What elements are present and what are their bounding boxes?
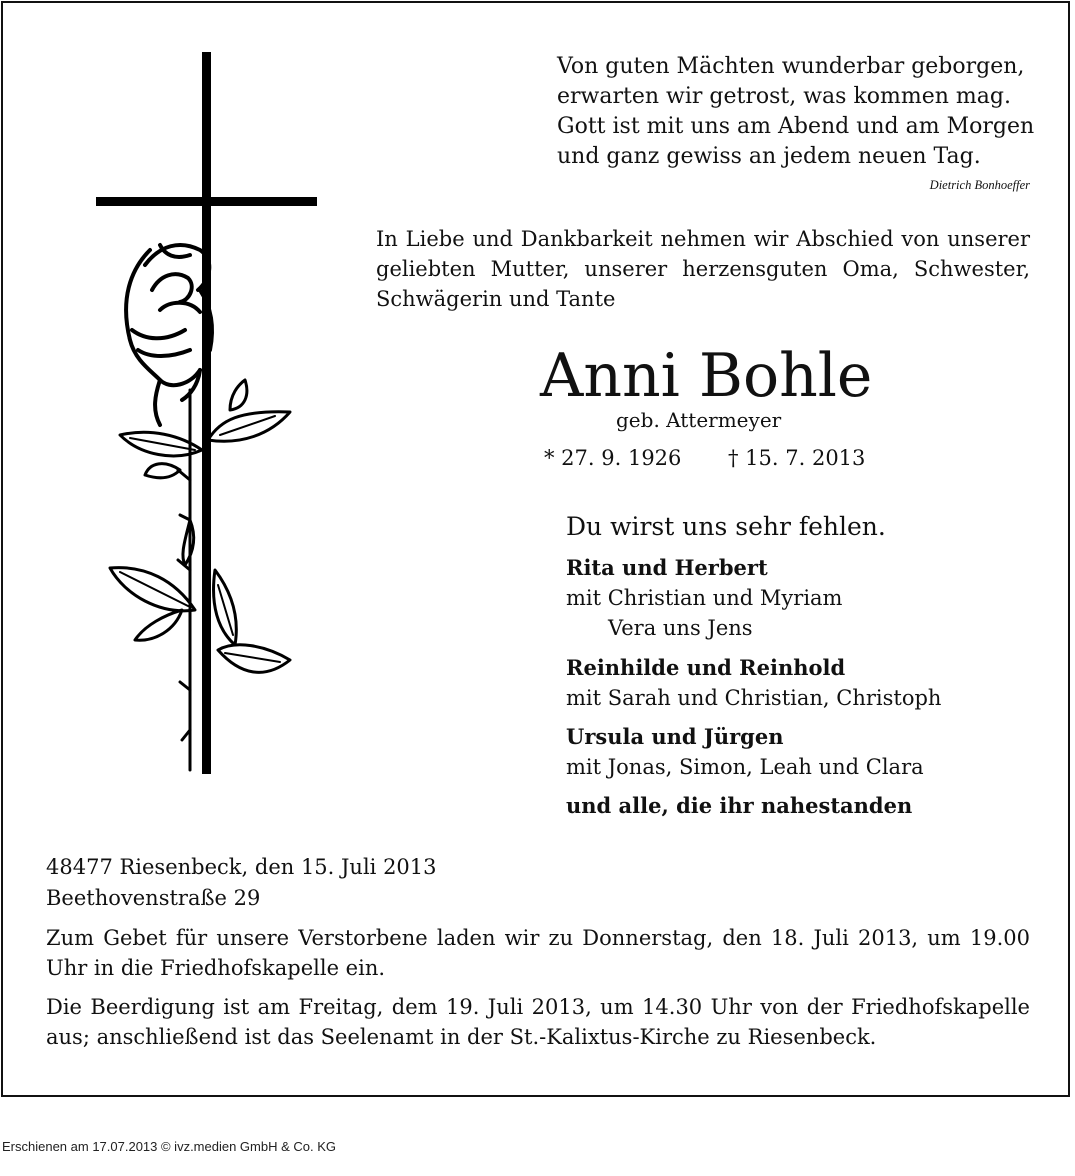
rose-icon xyxy=(110,245,290,770)
poem-author: Dietrich Bonhoeffer xyxy=(929,178,1030,192)
prayer-notice: Zum Gebet für unsere Verstorbene laden wir zu Donnerstag, den 18. Juli 2013, um 19.00 Uhr in die Friedhofskapelle ein. xyxy=(46,926,1030,980)
family-group-1 xyxy=(566,553,842,643)
deceased-name: Anni Bohle xyxy=(540,341,873,411)
closing-line xyxy=(566,791,912,821)
address-block xyxy=(46,852,437,914)
family-children: mit Jonas, Simon, Leah und Clara xyxy=(566,755,924,779)
family-names: Reinhilde und Reinhold xyxy=(566,655,846,680)
family-children: mit Sarah und Christian, Christoph xyxy=(566,686,942,710)
funeral-notice: Die Beerdigung ist am Freitag, dem 19. Juli 2013, um 14.30 Uhr von der Friedhofskapelle aus; anschließend ist das Seelenamt in der St.-Kalixtus-Kirche zu Riesenbeck. xyxy=(46,995,1030,1049)
family-children: mit Christian und Myriam xyxy=(566,586,843,610)
address-line-1: 48477 Riesenbeck, den 15. Juli 2013 xyxy=(46,855,437,879)
family-names: Rita und Herbert xyxy=(566,555,768,580)
poem-line: erwarten wir getrost, was kommen mag. xyxy=(557,84,1011,109)
family-group-3 xyxy=(566,722,924,782)
publication-footer: Erschienen am 17.07.2013 © ivz.medien GmbH & Co. KG xyxy=(2,1139,337,1154)
intro-text: In Liebe und Dankbarkeit nehmen wir Abschied von unserer geliebten Mutter, unserer herzensguten Oma, Schwester, Schwägerin und Tante xyxy=(376,227,1030,311)
poem-line: Von guten Mächten wunderbar geborgen, xyxy=(557,54,1025,79)
bonhoeffer-poem xyxy=(557,52,1034,172)
closing-text: und alle, die ihr nahestanden xyxy=(566,793,913,818)
poem-line: Gott ist mit uns am Abend und am Morgen xyxy=(557,114,1035,139)
cross-rose-illustration xyxy=(90,50,320,780)
address-line-2: Beethovenstraße 29 xyxy=(46,886,261,910)
birth-name: geb. Attermeyer xyxy=(616,408,782,432)
family-group-2 xyxy=(566,653,941,713)
miss-line: Du wirst uns sehr fehlen. xyxy=(566,512,886,541)
poem-line: und ganz gewiss an jedem neuen Tag. xyxy=(557,144,981,169)
family-grandchildren: Vera uns Jens xyxy=(608,616,753,640)
family-names: Ursula und Jürgen xyxy=(566,724,784,749)
birth-date: * 27. 9. 1926 xyxy=(544,446,682,470)
death-date: † 15. 7. 2013 xyxy=(728,446,866,470)
